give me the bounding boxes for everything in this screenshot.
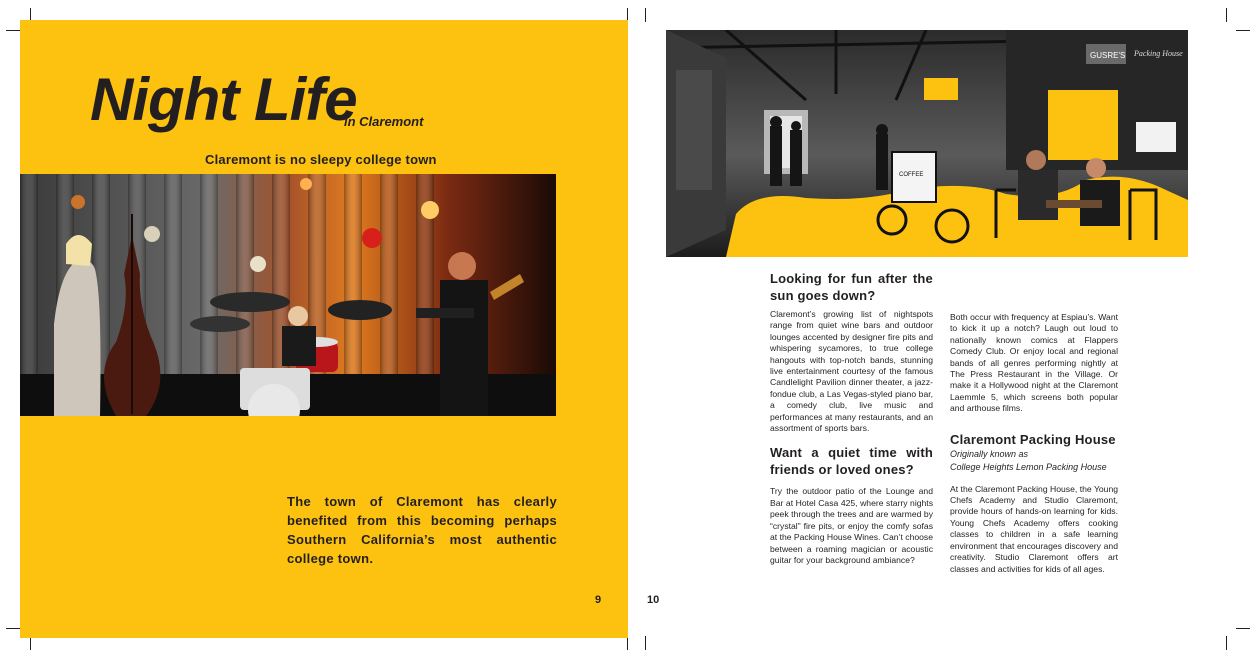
crop-mark [1226,8,1227,22]
jazz-band-photo [20,174,556,416]
packing-house-illustration [666,30,1188,257]
column-right [950,312,1118,575]
packing-house-origin-line2: College Heights Lemon Packing House [950,461,1107,472]
page-title: Night Life [90,66,357,133]
section-body-fun: Claremont’s growing list of nightspots range from quiet wine bars and outdoor lounges accented by designer fire pits and whispering sycamores, to true college hangouts with top-notch bands, stunning live entertainment courtesy of the famous Candlelight Pavilion dinner theater, a jazz-fondue club, a Las Vegas-styled piano bar, a comedy club, live music and performances at many restaurants, and an assortment of sports bars. [770,309,933,434]
crop-mark [30,636,31,650]
packing-house-photo [666,30,1188,257]
sign-text: Packing House [1134,49,1183,58]
page-subtitle: Claremont is no sleepy college town [205,152,437,167]
packing-house-origin-line1: Originally known as [950,448,1029,459]
crop-mark [6,628,20,629]
crop-mark [1236,30,1250,31]
crop-mark [1236,628,1250,629]
left-page [20,20,628,638]
section-heading-packing-house: Claremont Packing House [950,431,1116,447]
jazz-band-illustration [20,174,556,416]
section-body-packing-house: At the Claremont Packing House, the Young Chefs Academy and Studio Claremont, provide hours of hands-on learning for kids. Young Chefs Academy offers cooking classes to children in a safe learning environment that encourages discovery and creativity. Studio Claremont offers art classes and activities for kids of all ages. [950,483,1118,574]
section-heading-quiet: Want a quiet time with friends or loved ones? [770,445,933,478]
section-heading-fun: Looking for fun after the sun goes down? [770,271,933,303]
page-number-left: 9 [595,594,602,606]
section-body-quiet: Try the outdoor patio of the Lounge and Bar at Hotel Casa 425, where starry nights peek through the trees and are warmed by “crystal” fire pits, or enjoy the comfy sofas at the Packing House Wines. Can’t choose between a roaming magician or acoustic guitar for your background ambiance? [770,486,933,565]
column-left [770,270,933,566]
crop-mark [627,636,628,650]
cart-label: COFFEE [899,172,924,178]
crop-mark [1226,636,1227,650]
crop-mark [645,636,646,650]
crop-mark [6,30,20,31]
page-title-suffix: in Claremont [344,114,424,129]
pull-quote: The town of Claremont has clearly benefited from this becoming perhaps Southern California’s most authentic college town. [287,494,557,566]
section-body-espiaus: Both occur with frequency at Espiau’s. Want to kick it up a notch? Laugh out loud to nationally known comics at Flappers Comedy Club. Or enjoy local and regional bands of all genres performing nightly at The Press Restaurant in the Village. Or make it a Hollywood night at the Claremont Laemmle 5, which screens both popular and arthouse films. [950,312,1118,414]
sign-text: GUSRE'S [1090,51,1126,60]
page-number-right: 10 [647,594,660,606]
crop-mark [645,8,646,22]
